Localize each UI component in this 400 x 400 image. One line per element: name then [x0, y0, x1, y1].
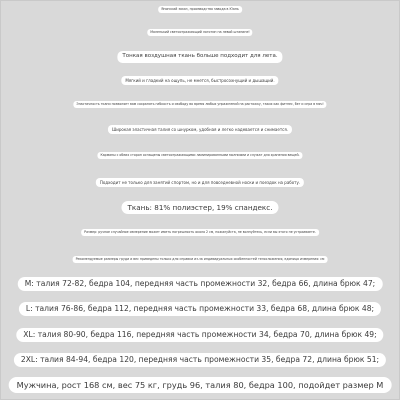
text-line-fabric-composition: Ткань: 81% полиэстер, 19% спандекс. — [121, 201, 278, 214]
text-line-measurement-note: Размер: ручное случайное измерение может иметь погрешность около 2 см, пожалуйста, не волнуйтесь, если вы этого не устраиваете. — [81, 229, 319, 236]
text-line-size-note: Рекомендуемые размеры груди и вес приведены только для справки из-за индивидуальных особенностей телосложения, единица измерения: см — [73, 256, 328, 263]
text-line-soft-touch: Мягкий и гладкий на ощупь, не мнется, быстросохнущий и дышащий. — [121, 76, 278, 85]
text-line-usage: Подходит не только для занятий спортом, но и для повседневной носки и поездок на работу. — [96, 178, 304, 187]
size-row-m: M: талия 72-82, бедра 104, передняя часть промежности 32, бедра 66, длина брюк 47; — [18, 277, 383, 291]
text-line-elasticity: Эластичность ткани позволяет вам сохранять гибкость и свободу во время любых упражнений на растяжку, таких как фитнес, бег и игра в мяч! — [73, 101, 326, 108]
text-line-fabric-summer: Тонкая воздушная ткань больше подходит для лета. — [117, 51, 282, 63]
size-row-xl: XL: талия 80-90, бедра 116, передняя часть промежности 34, бедра 70, длина брюк 49; — [16, 328, 383, 342]
model-reference-line: Мужчина, рост 168 см, вес 75 кг, грудь 96, талия 80, бедра 100, подойдет размер M — [9, 377, 392, 393]
text-line-logo: Маленький светоотражающий логотип на левой штанине! — [147, 29, 252, 36]
size-row-l: L: талия 76-86, бедра 112, передняя часть промежности 33, бедра 68, длина брюк 48; — [19, 302, 381, 316]
text-line-origin: Японский заказ, производство завода в Юань — [158, 6, 242, 13]
text-line-waist: Широкая эластичная талия со шнурком, удобная и легко надевается и снимается. — [108, 125, 292, 134]
size-row-2xl: 2XL: талия 84-94, бедра 120, передняя часть промежности 35, бедра 72, длина брюк 51; — [14, 353, 386, 367]
text-line-pockets: Карманы с обеих сторон оснащены светоотражающими ламинированными молниями и служат для хранения вещей. — [97, 152, 302, 159]
